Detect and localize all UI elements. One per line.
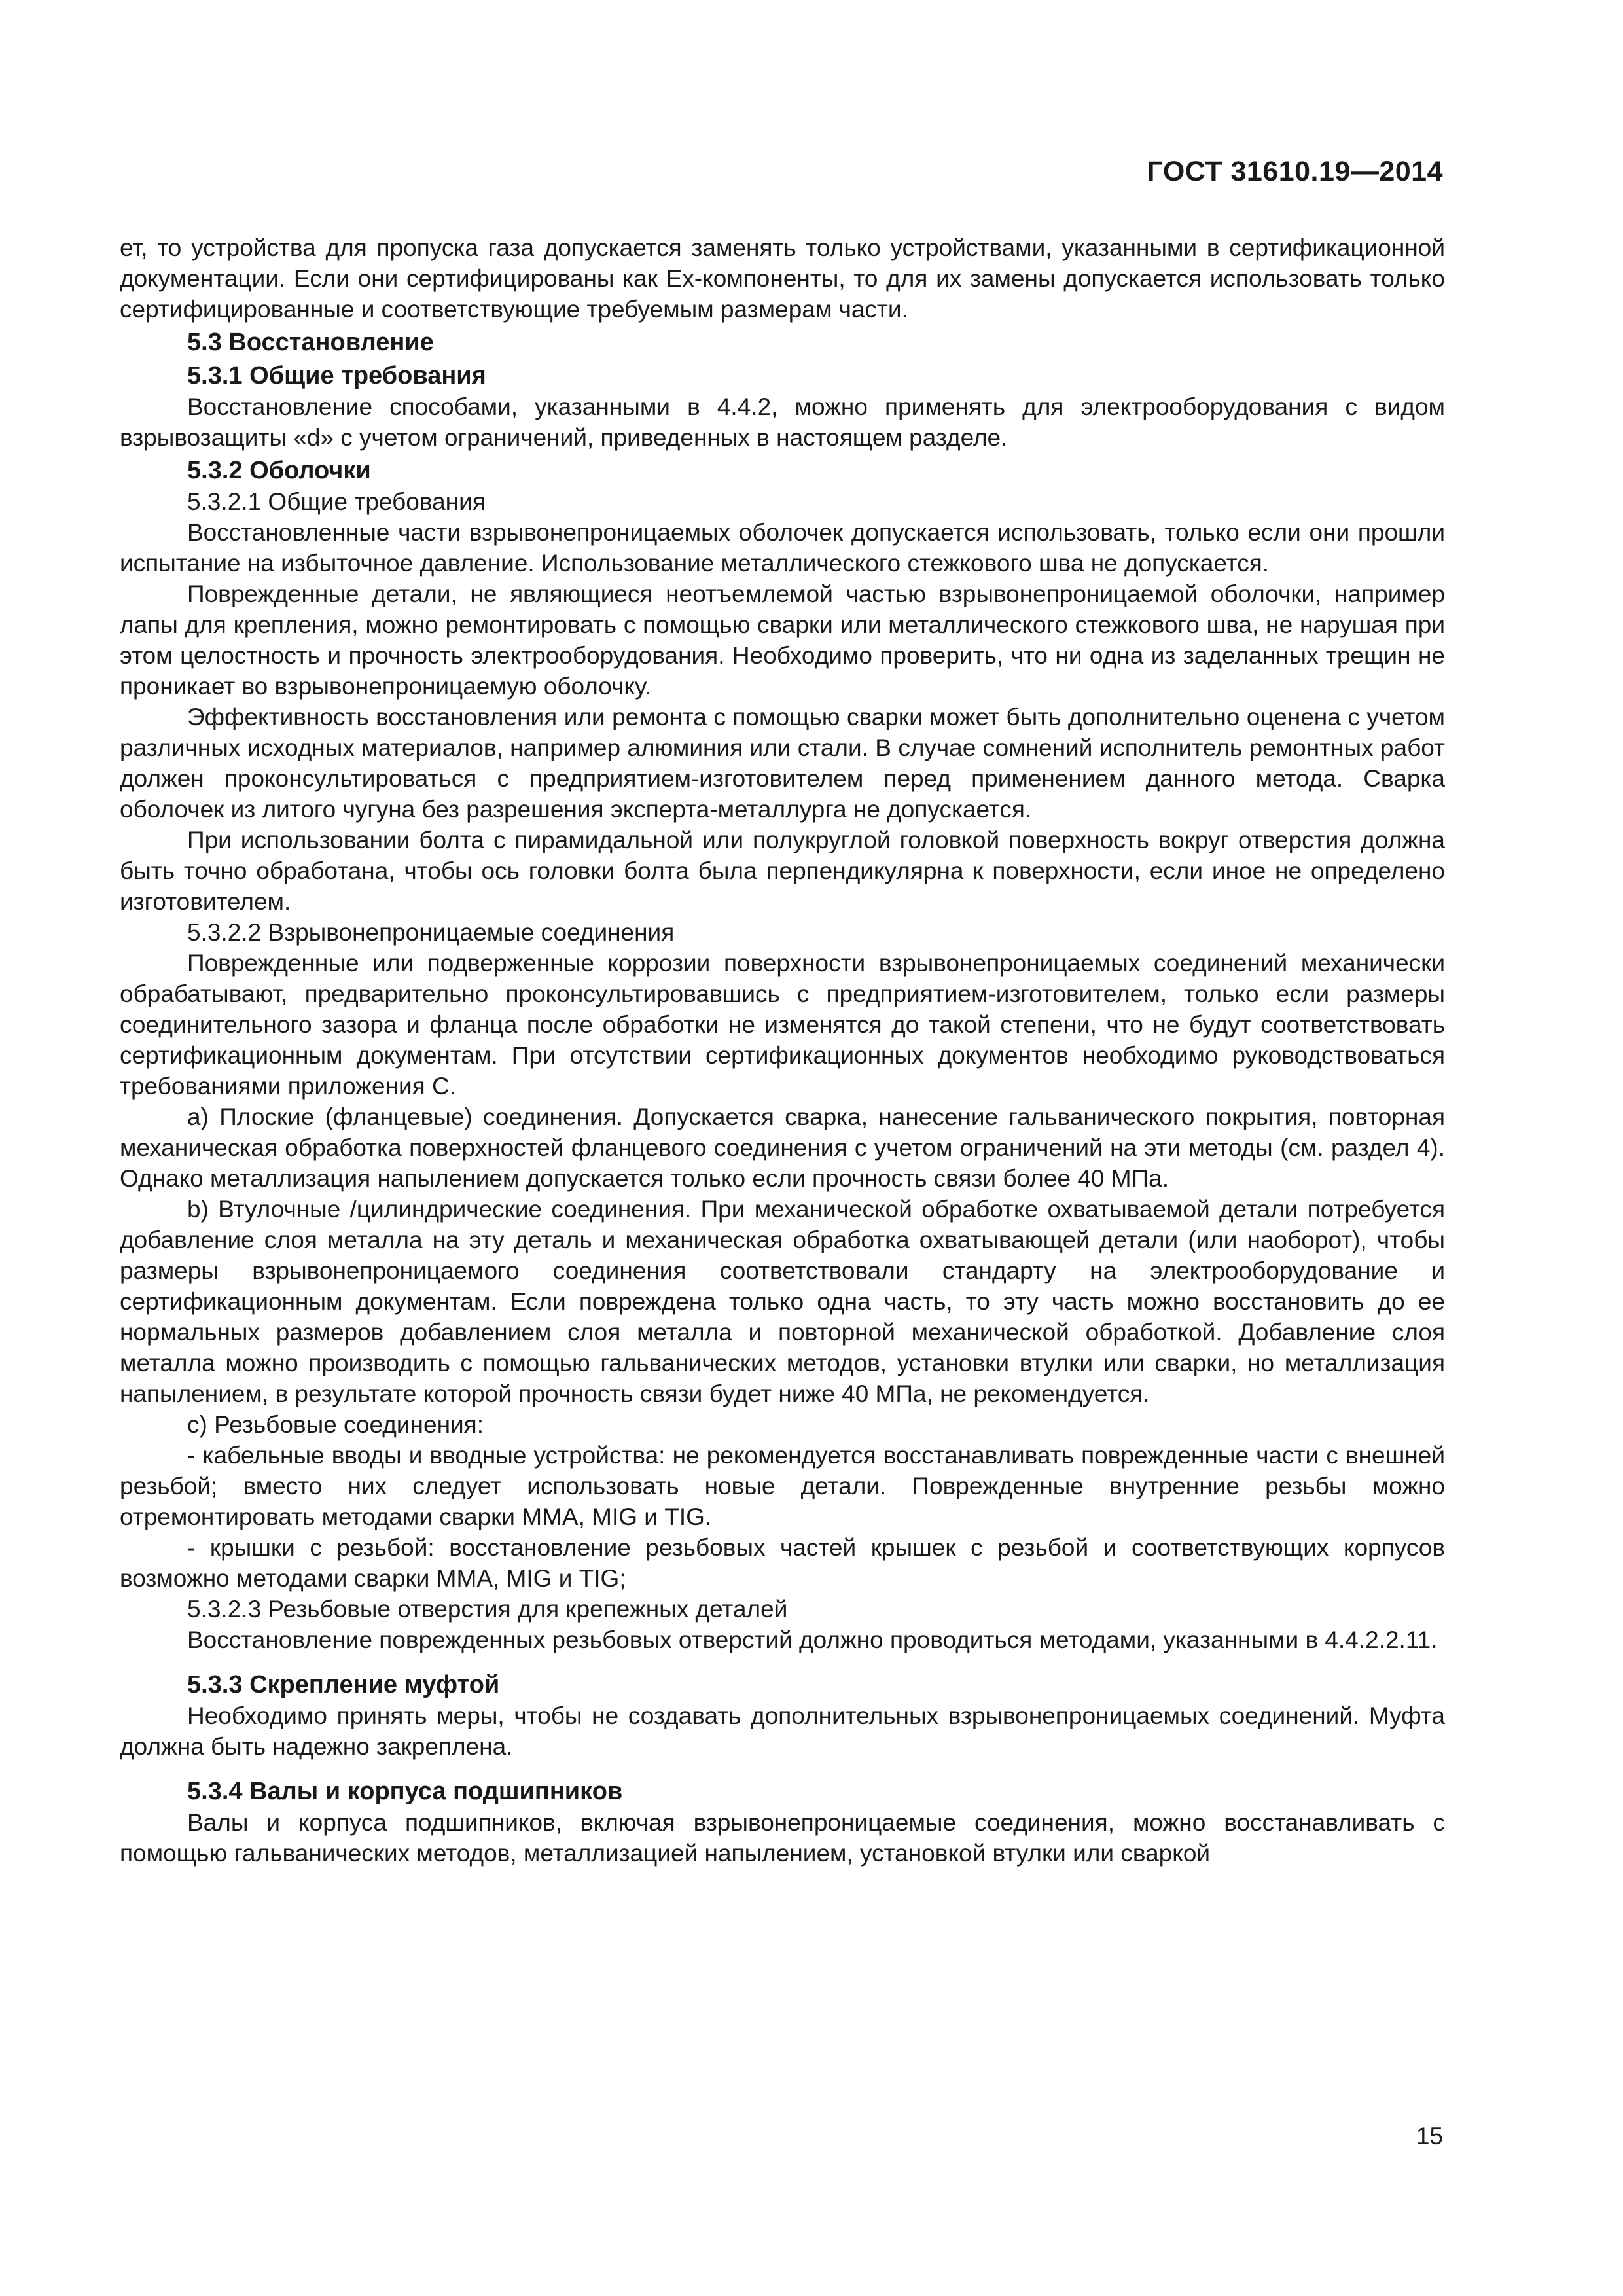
page-number: 15 [1416,2123,1443,2149]
paragraph: ет, то устройства для пропуска газа допускается заменять только устройствами, указанными в сертификационной документации. Если они сертифицированы как Ex-компоненты, то для их замены допускается использовать только сертифицированные и соответствующие требуемым размерам части. [120,234,1445,323]
section-heading: 5.3 Восстановление [187,329,434,356]
paragraph: с) Резьбовые соединения: [187,1411,484,1438]
paragraph: Необходимо принять меры, чтобы не создавать дополнительных взрывонепроницаемых соединений. Муфта должна быть надежно закреплена. [120,1702,1445,1760]
paragraph: Валы и корпуса подшипников, включая взрывонепроницаемые соединения, можно восстанавливать с помощью гальванических методов, металлизацией напылением, установкой втулки или сваркой [120,1809,1445,1867]
subsection-heading: 5.3.2.2 Взрывонепроницаемые соединения [187,919,675,946]
paragraph: Эффективность восстановления или ремонта с помощью сварки может быть дополнительно оценена с учетом различных исходных материалов, например алюминия или стали. В случае сомнений исполнитель ремонтных работ должен проконсультироваться с предприятием-изготовителем перед применением данного метода. Сварка оболочек из литого чугуна без разрешения эксперта-металлурга не допускается. [120,704,1445,823]
paragraph: При использовании болта с пирамидальной или полукруглой головкой поверхность вокруг отверстия должна быть точно обработана, чтобы ось головки болта была перпендикулярна к поверхности, если иное не определено изготовителем. [120,827,1445,915]
paragraph: Поврежденные или подверженные коррозии поверхности взрывонепроницаемых соединений механически обрабатывают, предварительно проконсультировавшись с предприятием-изготовителем, только если размеры соединительного зазора и фланца после обработки не изменятся до такой степени, что не будут соответствовать сертификационным документам. При отсутствии сертификационных документов необходимо руководствоваться требованиями приложения С. [120,950,1445,1100]
paragraph: Восстановленные части взрывонепроницаемых оболочек допускается использовать, только если они прошли испытание на избыточное давление. Использование металлического стежкового шва не допускается. [120,519,1445,577]
document-header-id: ГОСТ 31610.19—2014 [1147,156,1443,187]
section-heading: 5.3.3 Скрепление муфтой [187,1671,500,1698]
paragraph: Восстановление способами, указанными в 4.4.2, можно применять для электрооборудования с видом взрывозащиты «d» с учетом ограничений, приведенных в настоящем разделе. [120,393,1445,451]
subsection-heading: 5.3.2.3 Резьбовые отверстия для крепежных деталей [187,1596,788,1623]
paragraph: b) Втулочные /цилиндрические соединения. При механической обработке охватываемой детали потребуется добавление слоя металла на эту деталь и механическая обработка охватывающей детали (или наоборот), чтобы размеры взрывонепроницаемого соединения соответствовали стандарту на электрооборудование и сертификационным документам. Если повреждена только одна часть, то эту часть можно восстановить до ее нормальных размеров добавлением слоя металла и повторной механической обработкой. Добавление слоя металла можно производить с помощью гальванических методов, установки втулки или сварки, но металлизация напылением, в результате которой прочность связи будет ниже 40 МПа, не рекомендуется. [120,1196,1445,1407]
paragraph: - крышки с резьбой: восстановление резьбовых частей крышек с резьбой и соответствующих корпусов возможно методами сварки ММА, MIG и TIG; [120,1534,1445,1592]
paragraph: Поврежденные детали, не являющиеся неотъемлемой частью взрывонепроницаемой оболочки, например лапы для крепления, можно ремонтировать с помощью сварки или металлического стежкового шва, не нарушая при этом целостность и прочность электрооборудования. Необходимо проверить, что ни одна из заделанных трещин не проникает во взрывонепроницаемую оболочку. [120,581,1445,700]
section-heading: 5.3.4 Валы и корпуса подшипников [187,1778,623,1805]
paragraph: а) Плоские (фланцевые) соединения. Допускается сварка, нанесение гальванического покрытия, повторная механическая обработка поверхностей фланцевого соединения с учетом ограничений на эти методы (см. раздел 4). Однако металлизация напылением допускается только если прочность связи более 40 МПа. [120,1103,1445,1192]
section-heading: 5.3.2 Оболочки [187,457,371,484]
paragraph: - кабельные вводы и вводные устройства: не рекомендуется восстанавливать поврежденные части с внешней резьбой; вместо них следует использовать новые детали. Поврежденные внутренние резьбы можно отремонтировать методами сварки ММА, MIG и TIG. [120,1442,1445,1530]
subsection-heading: 5.3.2.1 Общие требования [187,488,486,515]
document-body [120,232,1445,1869]
section-heading: 5.3.1 Общие требования [187,362,486,389]
paragraph: Восстановление поврежденных резьбовых отверстий должно проводиться методами, указанными в 4.4.2.2.11. [187,1626,1438,1653]
